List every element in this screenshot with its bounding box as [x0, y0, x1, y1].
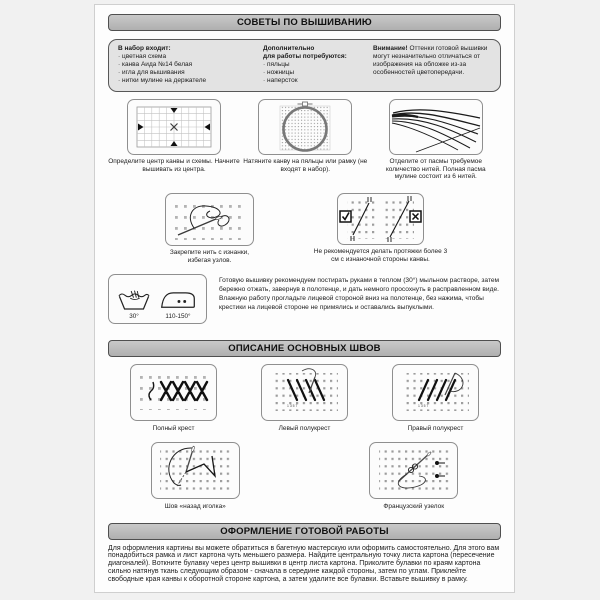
tips-row-2	[108, 193, 501, 264]
floss-threads-diagram-icon	[390, 100, 482, 154]
care-instructions-text: Готовую вышивку рекомендуем постирать руками в теплом (30°) мыльном растворе, затем бережно отжать, завернув в полотенце, и дать немного просохнуть в расправленном виде. Влажную работу прогладьте лицевой стороной вниз на полотенце, без нажима, чтобы крестики на лицевой стороне не примялись и оставались выпуклыми.	[219, 276, 500, 311]
extras-item: · наперсток	[263, 77, 373, 85]
stitch-caption: Французский узелок	[383, 502, 445, 510]
warning-text: Оттенки готовой вышивки могут незначительно отличаться от изображения на обложке из-за особенностей цветопередачи.	[373, 45, 488, 76]
kit-item: · нитки мулине на держателе	[118, 77, 263, 85]
tip-caption: Определите центр канвы и схемы. Начните вышивать из центра.	[108, 158, 240, 173]
warning-title: Внимание!	[373, 45, 408, 52]
stitch-caption: Левый полукрест	[278, 424, 331, 432]
french-knot-diagram-icon	[370, 443, 457, 498]
kit-title: В набор входит:	[118, 45, 171, 52]
stitch-numbers: 1 3 5 7	[287, 403, 298, 408]
kit-item: · игла для вышивания	[118, 69, 263, 77]
stitch-full-cross	[108, 364, 239, 432]
full-cross-stitch-diagram-icon	[131, 365, 216, 420]
backstitch-figure	[151, 442, 240, 499]
section-header-tips: СОВЕТЫ ПО ВЫШИВАНИЮ	[108, 14, 501, 31]
tip-no-long-carries	[310, 193, 452, 264]
french-knot-figure	[369, 442, 458, 499]
extra-tools-column	[263, 45, 373, 85]
section-header-stitches: ОПИСАНИЕ ОСНОВНЫХ ШВОВ	[108, 340, 501, 357]
extras-item: · пяльцы	[263, 61, 373, 69]
stitch-french-knot	[327, 442, 502, 510]
care-symbols-box	[108, 274, 207, 324]
handwash-icon	[117, 289, 151, 312]
kit-item: · канва Аида №14 белая	[118, 61, 263, 69]
find-center-figure	[127, 99, 221, 155]
extras-item: · ножницы	[263, 69, 373, 77]
backstitch-diagram-icon	[152, 443, 239, 498]
iron-icon	[158, 289, 198, 312]
tip-caption: Натяните канву на пяльцы или рамку (не входят в набор).	[243, 158, 368, 173]
warning-column	[373, 45, 491, 85]
iron-symbol	[158, 289, 198, 320]
secure-thread-figure	[165, 193, 254, 246]
tip-floss	[371, 99, 502, 181]
right-half-cross-diagram-icon	[393, 365, 478, 420]
tip-secure-thread	[158, 193, 262, 264]
tip-caption: Закрепите нить с изнанки, избегая узлов.	[169, 249, 250, 264]
full-cross-figure	[130, 364, 217, 421]
section-header-finishing: ОФОРМЛЕНИЕ ГОТОВОЙ РАБОТЫ	[108, 523, 501, 540]
stitch-row-2	[108, 442, 501, 510]
kit-contents-column	[118, 45, 263, 85]
stitch-right-half	[370, 364, 501, 432]
tip-hoop	[240, 99, 371, 181]
embroidery-hoop-diagram-icon	[259, 100, 351, 154]
stitch-numbers: 1 3 5 7	[418, 403, 429, 408]
needle-thread-diagram-icon	[166, 194, 253, 245]
wash-temp-label: 30°	[129, 312, 139, 320]
finishing-instructions-text: Для оформления картины вы можете обратиться в багетную мастерскую или оформить самостоятельно. Для этого вам понадобиться рамка и лист картона чуть меньшего размера. Найдите центральную точку листа картона (пересечение диагоналей). Воткните булавку через центр вышивки в центр листа картона. Приколите булавки по краям картона сильно натянув ткань следующим образом - сначала в середине каждой стороны, затем по углам. Приклейте свободные края канвы к оборотной стороне картона, а затем удалите все булавки. Вставьте вышивку в рамку.	[108, 544, 500, 583]
hoop-figure	[258, 99, 352, 155]
stitch-caption: Правый полукрест	[407, 424, 464, 432]
instruction-sheet	[94, 4, 515, 593]
care-row	[108, 274, 501, 324]
handwash-symbol	[117, 289, 151, 320]
tip-caption: Отделите от пасмы требуемое количество нитей. Полная пасма мулине состоит из 6 нитей.	[385, 158, 486, 181]
extras-title-line1: Дополнительно	[263, 45, 315, 52]
canvas-center-diagram-icon	[128, 100, 220, 154]
tip-caption: Не рекомендуется делать протяжки более 3 см с изнаночной стороны канвы.	[313, 248, 448, 263]
stitch-caption: Полный крест	[152, 424, 195, 432]
kit-item: · цветная схема	[118, 53, 263, 61]
right-half-cross-figure	[392, 364, 479, 421]
stitch-backstitch	[108, 442, 283, 510]
right-wrong-carry-diagram-icon	[338, 194, 423, 244]
thread-carry-figure	[337, 193, 424, 245]
left-half-cross-diagram-icon	[262, 365, 347, 420]
left-half-cross-figure	[261, 364, 348, 421]
tips-row-1	[108, 99, 501, 181]
tip-find-center	[108, 99, 240, 181]
floss-figure	[389, 99, 483, 155]
kit-info-panel	[108, 39, 501, 92]
stitch-left-half	[239, 364, 370, 432]
stitch-row-1	[108, 364, 501, 432]
iron-temp-label: 110-150°	[165, 312, 191, 320]
stitch-caption: Шов «назад иголка»	[164, 502, 226, 510]
extras-title-line2: для работы потребуются:	[263, 53, 347, 60]
